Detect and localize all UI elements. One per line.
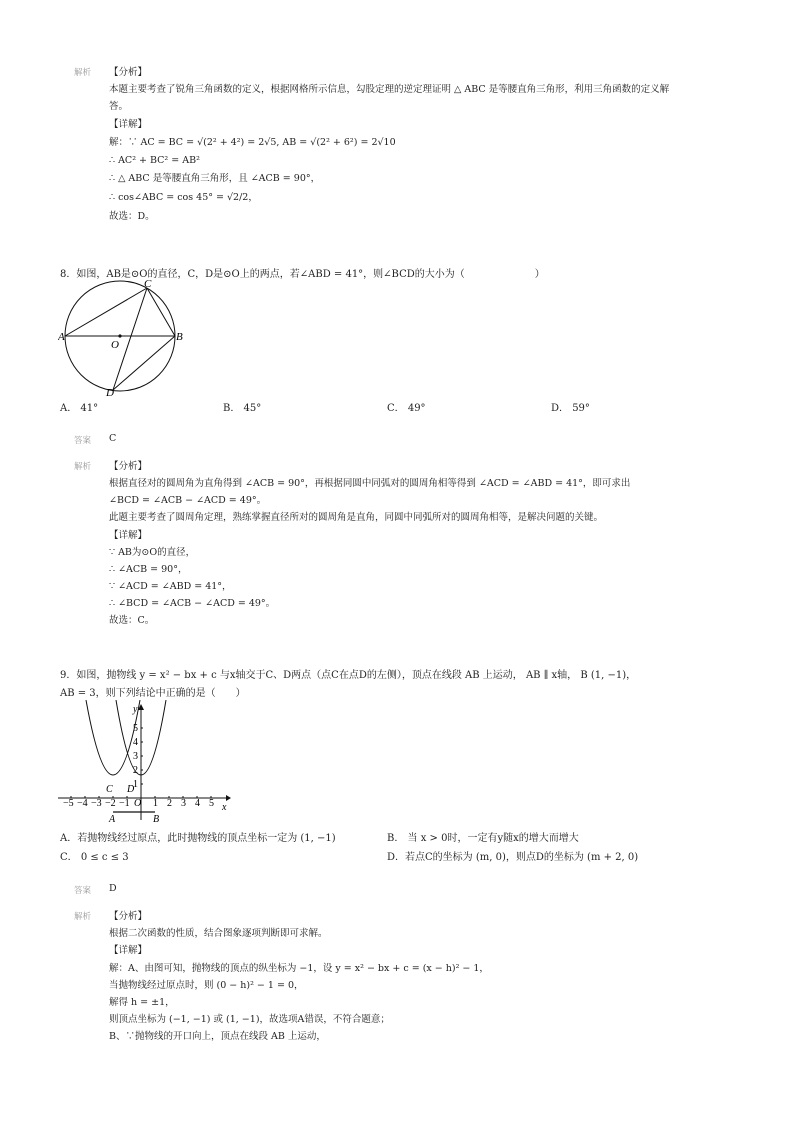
q7-detail-line4: ∴ cos∠ABC = cos 45° = √2/2， [109, 192, 258, 203]
y-tick-label: 3 [133, 751, 138, 762]
x-tick-label: −5 [63, 798, 74, 809]
q8-detail-line3: ∵ ∠ACD = ∠ABD = 41°， [109, 581, 232, 592]
x-axis-arrow [226, 795, 231, 801]
q9-stem-line2: AB = 3，则下列结论中正确的是（ ） [60, 688, 246, 699]
point-label-b: B [153, 814, 160, 825]
q7-detail-line2: ∴ AC² + BC² = AB² [109, 155, 200, 166]
x-tick-label: −1 [119, 798, 130, 809]
q8-detail-line4: ∴ ∠BCD = ∠ACB − ∠ACD = 49°。 [109, 598, 276, 609]
q8-analysis-head: 【分析】 [109, 461, 148, 472]
q8-circle-figure [58, 278, 188, 398]
point-label-c: C [106, 784, 113, 795]
q9-answer-value: D [109, 883, 117, 894]
x-tick-label: 4 [195, 798, 200, 809]
q8-option-b: B． 45° [223, 403, 262, 414]
x-tick-label: 5 [209, 798, 214, 809]
q7-analysis-head: 【分析】 [109, 67, 148, 78]
q9-option-c: C． 0 ≤ c ≤ 3 [60, 852, 129, 863]
label-c: C [144, 278, 152, 290]
x-tick-label: 1 [153, 798, 158, 809]
q8-choice: 故选：C。 [109, 615, 155, 626]
q8-detail-line1: ∵ AB为⊙O的直径， [109, 547, 196, 558]
q9-detail-line1: 解：A、由图可知，抛物线的顶点的纵坐标为 −1，设 y = x² − bx + c = (x − h)² − 1， [109, 963, 489, 974]
q8-detail-line2: ∴ ∠ACB = 90°， [109, 564, 188, 575]
segment-cb [147, 288, 175, 336]
q9-detail-head: 【详解】 [109, 945, 148, 956]
q8-detail-head: 【详解】 [109, 530, 148, 541]
q8-stem: 8．如图，AB是⊙O的直径，C，D是⊙O上的两点，若∠ABD = 41°，则∠BCD的大小为（ ） [60, 269, 545, 280]
q7-analysis-line2: 答。 [109, 101, 129, 112]
y-tick-label: 2 [133, 765, 138, 776]
q9-option-b: B． 当 x > 0时，一定有y随x的增大而增大 [387, 833, 579, 844]
center-point [118, 334, 121, 337]
q9-parabola-figure [56, 700, 236, 825]
x-tick-label: −2 [105, 798, 116, 809]
x-tick-label: 3 [181, 798, 186, 809]
y-tick-label: 5 [133, 723, 138, 734]
label-o: O [111, 339, 119, 351]
point-label-a: A [109, 814, 116, 825]
q8-option-a: A． 41° [60, 403, 99, 414]
q9-detail-line3: 解得 h = ±1， [109, 997, 175, 1008]
x-tick-label: −3 [91, 798, 102, 809]
q7-choice: 故选：D。 [109, 211, 155, 222]
q9-stem-line1: 9．如图，抛物线 y = x² − bx + c 与x轴交于C、D两点（点C在点D的左侧），顶点在线段 AB 上运动， AB ∥ x轴， B (1, −1)， [60, 670, 637, 681]
y-axis-label: y [133, 704, 138, 715]
parabola-left [86, 700, 140, 775]
label-b: B [176, 331, 183, 343]
q8-analysis-label: 解析 [74, 462, 92, 472]
origin-label: O [134, 798, 142, 809]
analysis-label: 解析 [74, 68, 92, 78]
q7-detail-line3: ∴ △ ABC 是等腰直角三角形，且 ∠ACB = 90°， [109, 173, 321, 184]
q7-detail-head: 【详解】 [109, 119, 148, 130]
q7-detail-line1: 解：∵ AC = BC = √(2² + 4²) = 2√5, AB = √(2² + 6²) = 2√10 [109, 137, 396, 148]
x-tick-label: 2 [167, 798, 172, 809]
label-d: D [106, 387, 114, 398]
point-label-d: D [127, 784, 135, 795]
q9-option-a: A．若抛物线经过原点，此时抛物线的顶点坐标一定为 (1, −1) [60, 833, 336, 844]
q8-analysis-line3: 此题主要考查了圆周角定理，熟练掌握直径所对的圆周角是直角，同圆中同弧所对的圆周角相等，是解决问题的关键。 [109, 512, 604, 523]
q9-detail-line4: 则顶点坐标为 (−1, −1) 或 (1, −1)，故选项A错误，不符合题意； [109, 1014, 390, 1025]
q8-answer-value: C [109, 433, 117, 444]
y-tick-label: 4 [133, 737, 138, 748]
segment-ac [65, 288, 147, 336]
q8-option-d: D． 59° [551, 403, 590, 414]
q9-detail-line2: 当抛物线经过原点时，则 (0 − h)² − 1 = 0， [109, 980, 304, 991]
q9-option-d: D．若点C的坐标为 (m, 0)，则点D的坐标为 (m + 2, 0) [387, 852, 639, 863]
q9-analysis-label: 解析 [74, 912, 92, 922]
q8-analysis-line2: ∠BCD = ∠ACB − ∠ACD = 49°。 [109, 495, 267, 506]
q7-analysis-line1: 本题主要考查了锐角三角函数的定义，根据网格所示信息，勾股定理的逆定理证明 △ ABC 是等腰直角三角形，利用三角函数的定义解 [109, 84, 670, 95]
q9-analysis-head: 【分析】 [109, 911, 148, 922]
q9-detail-line5: B、∵抛物线的开口向上，顶点在线段 AB 上运动， [109, 1031, 326, 1042]
q9-analysis-line1: 根据二次函数的性质，结合图象逐项判断即可求解。 [109, 928, 328, 939]
q8-answer-label: 答案 [74, 436, 92, 446]
x-tick-label: −4 [77, 798, 88, 809]
q9-answer-label: 答案 [74, 886, 92, 896]
q8-option-c: C． 49° [387, 403, 426, 414]
label-a: A [58, 331, 65, 343]
y-tick-label: 1 [133, 779, 138, 790]
q8-analysis-line1: 根据直径对的圆周角为直角得到 ∠ACB = 90°，再根据同圆中同弧对的圆周角相等得到 ∠ACD = ∠ABD = 41°，即可求出 [109, 478, 631, 489]
x-axis-label: x [222, 802, 227, 813]
